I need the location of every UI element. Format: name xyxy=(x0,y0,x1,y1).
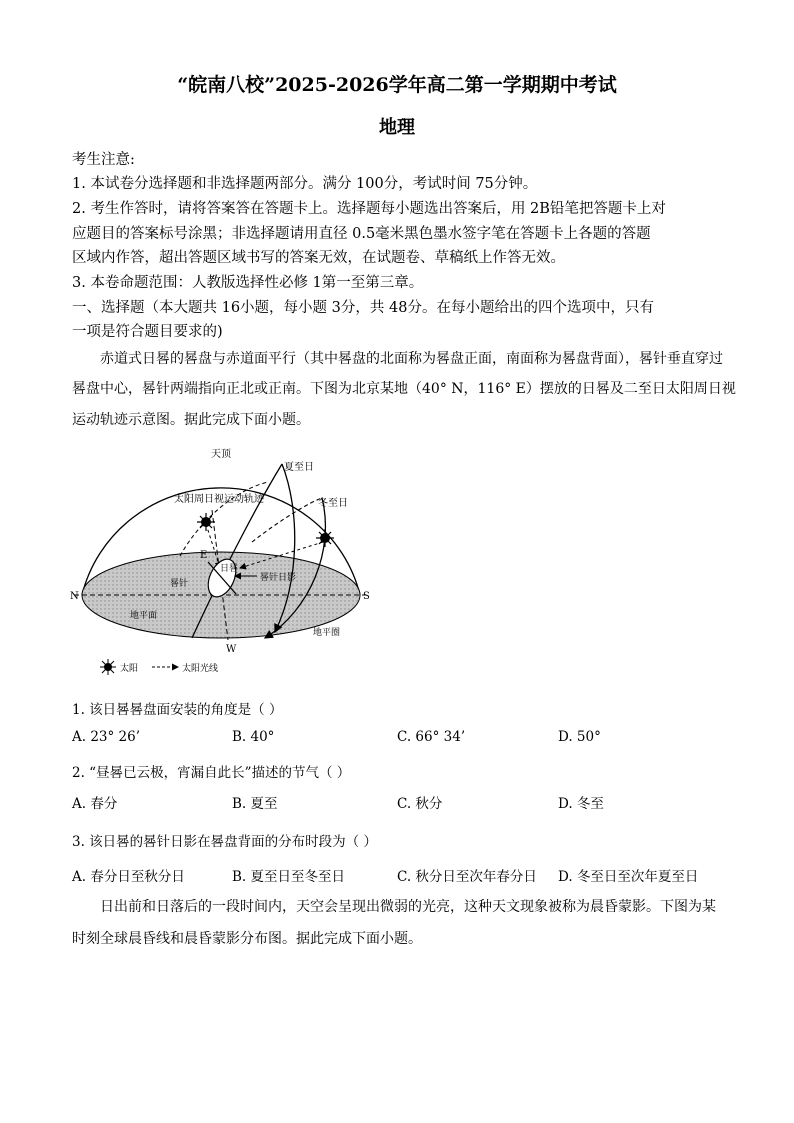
label-winter: 冬至日 xyxy=(318,498,348,509)
option-b: B. 夏至日至冬至日 xyxy=(232,869,346,885)
label-west: W xyxy=(226,644,237,655)
label-circle: 地平圈 xyxy=(313,628,341,638)
question-stem: 2. “昼晷已云极，宵漏自此长”描述的节气（ ） xyxy=(72,765,351,781)
legend xyxy=(100,659,218,675)
option-b: B. 40° xyxy=(232,729,275,745)
material-text: 时刻全球晨昏线和晨昏蒙影分布图。据此完成下面小题。 xyxy=(72,931,422,947)
label-rigui: 日晷 xyxy=(220,564,239,574)
exam-subject: 地理 xyxy=(379,117,415,138)
option-a: A. 春分 xyxy=(72,796,118,812)
label-shadow: 晷针日影 xyxy=(260,573,297,583)
label-track: 太阳周日视运动轨迹 xyxy=(174,494,264,505)
label-guizhen: 晷针 xyxy=(170,579,189,589)
sun-icon xyxy=(316,529,334,547)
notice-item: 区域内作答，超出答题区域书写的答案无效，在试题卷、草稿纸上作答无效。 xyxy=(72,250,565,266)
option-d: D. 50° xyxy=(558,729,601,745)
option-a: A. 23° 26’ xyxy=(72,729,141,745)
option-c: C. 66° 34’ xyxy=(397,729,466,745)
option-d: D. 冬至 xyxy=(558,796,604,812)
label-zenith: 天顶 xyxy=(211,449,231,460)
material-text: 晷盘中心，晷针两端指向正北或正南。下图为北京某地（40° N，116° E）摆放的日晷及二至日太阳周日视 xyxy=(72,381,736,397)
question-stem: 3. 该日晷的晷针日影在晷盘背面的分布时段为（ ） xyxy=(72,834,377,850)
notice-item: 1. 本试卷分选择题和非选择题两部分。满分 100分，考试时间 75分钟。 xyxy=(72,176,538,192)
legend-sun-label: 太阳 xyxy=(120,664,139,674)
exam-title: “皖南八校”2025-2026学年高二第一学期期中考试 xyxy=(177,74,617,96)
option-a: A. 春分日至秋分日 xyxy=(72,869,185,885)
notice-item: 应题目的答案标号涂黑；非选择题请用直径 0.5毫米黑色墨水签字笔在答题卡上各题的答题 xyxy=(72,226,651,242)
notice-item: 2. 考生作答时，请将答案答在答题卡上。选择题每小题选出答案后，用 2B铅笔把答题卡上对 xyxy=(72,201,666,217)
legend-ray-label: 太阳光线 xyxy=(182,664,219,674)
option-c: C. 秋分 xyxy=(397,796,443,812)
material-text: 日出前和日落后的一段时间内，天空会呈现出微弱的光亮，这种天文现象被称为晨昏蒙影。下图为某 xyxy=(100,899,716,915)
label-east: E xyxy=(200,550,208,561)
label-north: N xyxy=(70,591,79,602)
notice-item: 3. 本卷命题范围：人教版选择性必修 1第一至第三章。 xyxy=(72,275,424,291)
sundial-figure xyxy=(60,440,390,685)
material-text: 赤道式日晷的晷盘与赤道面平行（其中晷盘的北面称为晷盘正面，南面称为晷盘背面），晷针垂直穿过 xyxy=(100,351,723,367)
section-heading: 一项是符合题目要求的) xyxy=(72,324,223,340)
sun-icon xyxy=(197,513,215,531)
option-c: C. 秋分日至次年春分日 xyxy=(397,869,537,885)
notice-heading: 考生注意: xyxy=(72,152,135,168)
option-d: D. 冬至日至次年夏至日 xyxy=(558,869,699,885)
label-plane: 地平面 xyxy=(130,611,158,621)
question-stem: 1. 该日晷晷盘面安装的角度是（ ） xyxy=(72,702,283,718)
label-south: S xyxy=(363,591,370,602)
material-text: 运动轨迹示意图。据此完成下面小题。 xyxy=(72,412,310,428)
section-heading: 一、选择题（本大题共 16小题，每小题 3分，共 48分。在每小题给出的四个选项中，只有 xyxy=(72,300,654,316)
option-b: B. 夏至 xyxy=(232,796,278,812)
sun-icon xyxy=(100,659,116,675)
label-summer: 夏至日 xyxy=(284,462,314,473)
